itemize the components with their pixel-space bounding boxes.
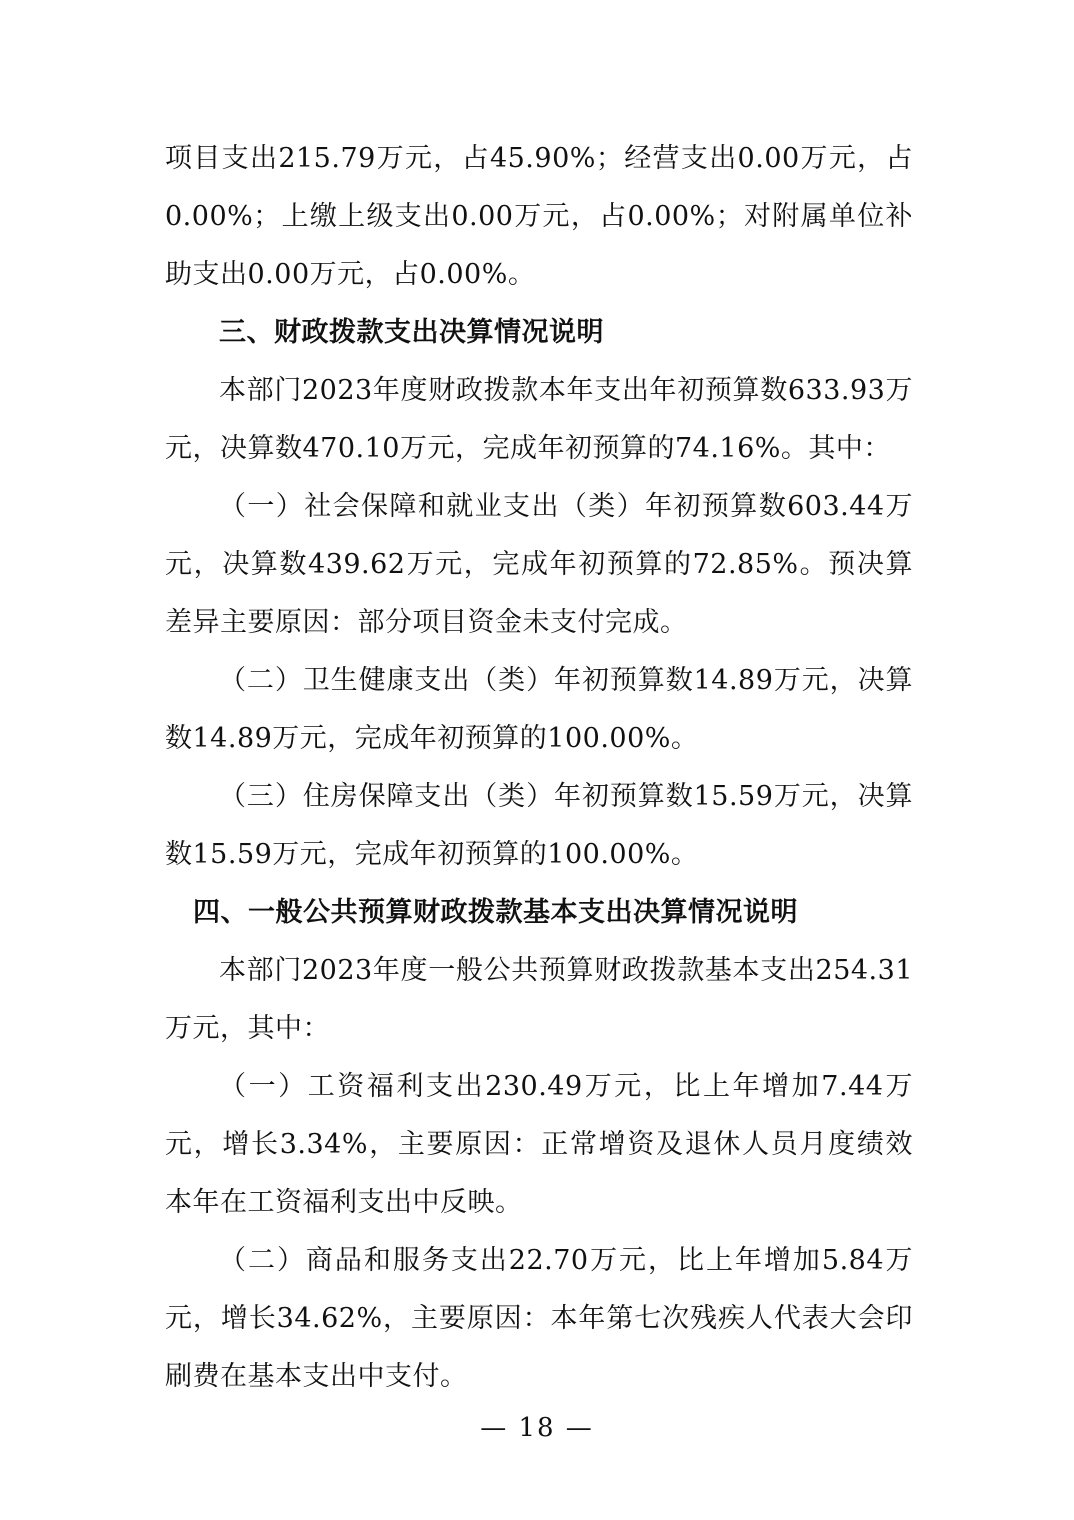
paragraph-project-expenditure: 项目支出215.79万元，占45.90%；经营支出0.00万元，占0.00%；上缴上级支出0.00万元，占0.00%；对附属单位补助支出0.00万元，占0.00%。 [165, 143, 913, 290]
paragraph-basic-expenditure-summary: 本部门2023年度一般公共预算财政拨款基本支出254.31万元，其中： [165, 955, 913, 1044]
paragraph-goods-services: （二）商品和服务支出22.70万元，比上年增加5.84万元，增长34.62%，主要原因：本年第七次残疾人代表大会印刷费在基本支出中支付。 [165, 1245, 913, 1392]
page-number: — 18 — [480, 1413, 594, 1443]
paragraph-wages-welfare: （一）工资福利支出230.49万元，比上年增加7.44万元，增长3.34%，主要原因：正常增资及退休人员月度绩效本年在工资福利支出中反映。 [165, 1071, 913, 1218]
paragraph-fiscal-expenditure-summary: 本部门2023年度财政拨款本年支出年初预算数633.93万元，决算数470.10万元，完成年初预算的74.16%。其中： [165, 375, 913, 464]
paragraph-health: （二）卫生健康支出（类）年初预算数14.89万元，决算数14.89万元，完成年初预算的100.00%。 [165, 665, 913, 754]
document-body [165, 130, 913, 1406]
paragraph-social-security: （一）社会保障和就业支出（类）年初预算数603.44万元，决算数439.62万元，完成年初预算的72.85%。预决算差异主要原因：部分项目资金未支付完成。 [165, 491, 913, 638]
paragraph-housing: （三）住房保障支出（类）年初预算数15.59万元，决算数15.59万元，完成年初预算的100.00%。 [165, 781, 913, 870]
section-heading-4: 四、一般公共预算财政拨款基本支出决算情况说明 [193, 897, 798, 928]
section-heading-3: 三、财政拨款支出决算情况说明 [219, 317, 604, 348]
